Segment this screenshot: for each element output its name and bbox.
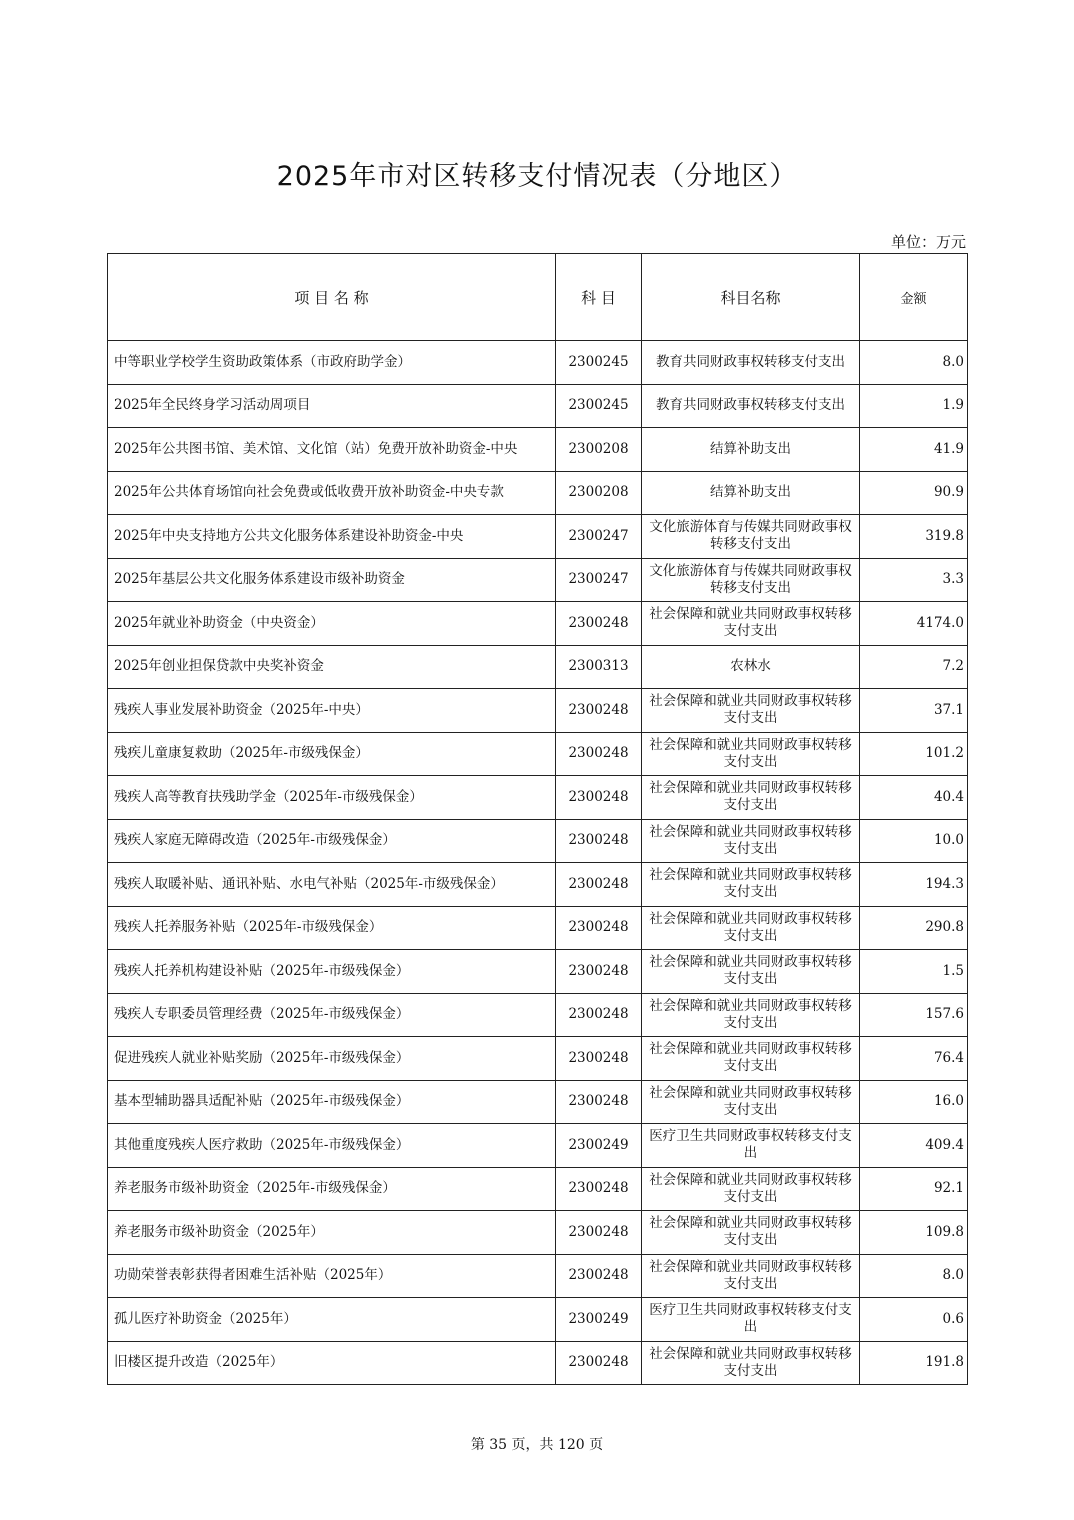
amount-cell: 1.9 bbox=[860, 384, 968, 428]
project-name-cell: 旧楼区提升改造（2025年） bbox=[108, 1341, 556, 1385]
table-row bbox=[108, 906, 968, 950]
subject-name-cell: 教育共同财政事权转移支付支出 bbox=[642, 341, 860, 385]
table-row bbox=[108, 471, 968, 515]
subject-code-cell: 2300248 bbox=[556, 993, 642, 1037]
project-name-cell: 孤儿医疗补助资金（2025年） bbox=[108, 1298, 556, 1342]
header-project-name: 项 目 名 称 bbox=[108, 254, 556, 341]
amount-cell: 290.8 bbox=[860, 906, 968, 950]
project-name-cell: 残疾人专职委员管理经费（2025年-市级残保金） bbox=[108, 993, 556, 1037]
subject-code-cell: 2300313 bbox=[556, 645, 642, 689]
amount-cell: 7.2 bbox=[860, 645, 968, 689]
table-row bbox=[108, 1167, 968, 1211]
header-subject-code: 科 目 bbox=[556, 254, 642, 341]
table-row bbox=[108, 645, 968, 689]
subject-code-cell: 2300248 bbox=[556, 776, 642, 820]
amount-cell: 101.2 bbox=[860, 732, 968, 776]
project-name-cell: 中等职业学校学生资助政策体系（市政府助学金） bbox=[108, 341, 556, 385]
subject-name-cell: 社会保障和就业共同财政事权转移支付支出 bbox=[642, 1037, 860, 1081]
subject-code-cell: 2300245 bbox=[556, 341, 642, 385]
amount-cell: 16.0 bbox=[860, 1080, 968, 1124]
subject-code-cell: 2300248 bbox=[556, 1037, 642, 1081]
subject-code-cell: 2300248 bbox=[556, 819, 642, 863]
subject-code-cell: 2300248 bbox=[556, 689, 642, 733]
amount-cell: 41.9 bbox=[860, 428, 968, 472]
subject-code-cell: 2300245 bbox=[556, 384, 642, 428]
amount-cell: 409.4 bbox=[860, 1124, 968, 1168]
table-body bbox=[108, 341, 968, 1385]
subject-code-cell: 2300247 bbox=[556, 515, 642, 559]
project-name-cell: 残疾人高等教育扶残助学金（2025年-市级残保金） bbox=[108, 776, 556, 820]
project-name-cell: 残疾人取暖补贴、通讯补贴、水电气补贴（2025年-市级残保金） bbox=[108, 863, 556, 907]
table-header-row bbox=[108, 254, 968, 341]
subject-name-cell: 社会保障和就业共同财政事权转移支付支出 bbox=[642, 1167, 860, 1211]
subject-code-cell: 2300247 bbox=[556, 558, 642, 602]
project-name-cell: 2025年创业担保贷款中央奖补资金 bbox=[108, 645, 556, 689]
subject-name-cell: 社会保障和就业共同财政事权转移支付支出 bbox=[642, 602, 860, 646]
subject-code-cell: 2300249 bbox=[556, 1124, 642, 1168]
subject-code-cell: 2300248 bbox=[556, 602, 642, 646]
project-name-cell: 残疾人托养服务补贴（2025年-市级残保金） bbox=[108, 906, 556, 950]
table-row bbox=[108, 384, 968, 428]
header-subject-name: 科目名称 bbox=[642, 254, 860, 341]
subject-name-cell: 文化旅游体育与传媒共同财政事权转移支付支出 bbox=[642, 558, 860, 602]
project-name-cell: 残疾人家庭无障碍改造（2025年-市级残保金） bbox=[108, 819, 556, 863]
table-row bbox=[108, 689, 968, 733]
table-row bbox=[108, 428, 968, 472]
subject-name-cell: 社会保障和就业共同财政事权转移支付支出 bbox=[642, 950, 860, 994]
project-name-cell: 养老服务市级补助资金（2025年） bbox=[108, 1211, 556, 1255]
table-row bbox=[108, 1124, 968, 1168]
table-row bbox=[108, 1211, 968, 1255]
subject-name-cell: 社会保障和就业共同财政事权转移支付支出 bbox=[642, 819, 860, 863]
subject-code-cell: 2300208 bbox=[556, 471, 642, 515]
project-name-cell: 残疾儿童康复救助（2025年-市级残保金） bbox=[108, 732, 556, 776]
amount-cell: 40.4 bbox=[860, 776, 968, 820]
subject-code-cell: 2300249 bbox=[556, 1298, 642, 1342]
subject-name-cell: 文化旅游体育与传媒共同财政事权转移支付支出 bbox=[642, 515, 860, 559]
table-row bbox=[108, 1254, 968, 1298]
subject-name-cell: 医疗卫生共同财政事权转移支付支出 bbox=[642, 1298, 860, 1342]
subject-code-cell: 2300248 bbox=[556, 1211, 642, 1255]
subject-name-cell: 社会保障和就业共同财政事权转移支付支出 bbox=[642, 689, 860, 733]
transfer-payment-table bbox=[107, 253, 968, 1385]
amount-cell: 0.6 bbox=[860, 1298, 968, 1342]
table-row bbox=[108, 732, 968, 776]
subject-name-cell: 社会保障和就业共同财政事权转移支付支出 bbox=[642, 993, 860, 1037]
amount-cell: 4174.0 bbox=[860, 602, 968, 646]
amount-cell: 92.1 bbox=[860, 1167, 968, 1211]
project-name-cell: 基本型辅助器具适配补贴（2025年-市级残保金） bbox=[108, 1080, 556, 1124]
subject-code-cell: 2300248 bbox=[556, 732, 642, 776]
subject-name-cell: 社会保障和就业共同财政事权转移支付支出 bbox=[642, 863, 860, 907]
table-row bbox=[108, 993, 968, 1037]
project-name-cell: 2025年全民终身学习活动周项目 bbox=[108, 384, 556, 428]
page-footer: 第 35 页，共 120 页 bbox=[470, 1437, 604, 1453]
table-row bbox=[108, 1080, 968, 1124]
table-row bbox=[108, 515, 968, 559]
subject-name-cell: 社会保障和就业共同财政事权转移支付支出 bbox=[642, 906, 860, 950]
subject-name-cell: 结算补助支出 bbox=[642, 471, 860, 515]
project-name-cell: 2025年公共体育场馆向社会免费或低收费开放补助资金-中央专款 bbox=[108, 471, 556, 515]
amount-cell: 10.0 bbox=[860, 819, 968, 863]
project-name-cell: 2025年公共图书馆、美术馆、文化馆（站）免费开放补助资金-中央 bbox=[108, 428, 556, 472]
header-amount: 金额 bbox=[860, 254, 968, 341]
subject-code-cell: 2300248 bbox=[556, 1080, 642, 1124]
amount-cell: 8.0 bbox=[860, 1254, 968, 1298]
subject-name-cell: 社会保障和就业共同财政事权转移支付支出 bbox=[642, 1211, 860, 1255]
amount-cell: 157.6 bbox=[860, 993, 968, 1037]
subject-code-cell: 2300208 bbox=[556, 428, 642, 472]
amount-cell: 319.8 bbox=[860, 515, 968, 559]
subject-name-cell: 社会保障和就业共同财政事权转移支付支出 bbox=[642, 776, 860, 820]
project-name-cell: 促进残疾人就业补贴奖励（2025年-市级残保金） bbox=[108, 1037, 556, 1081]
amount-cell: 76.4 bbox=[860, 1037, 968, 1081]
table-row bbox=[108, 863, 968, 907]
subject-name-cell: 结算补助支出 bbox=[642, 428, 860, 472]
subject-name-cell: 社会保障和就业共同财政事权转移支付支出 bbox=[642, 732, 860, 776]
subject-code-cell: 2300248 bbox=[556, 1167, 642, 1211]
project-name-cell: 功勋荣誉表彰获得者困难生活补贴（2025年） bbox=[108, 1254, 556, 1298]
subject-name-cell: 社会保障和就业共同财政事权转移支付支出 bbox=[642, 1341, 860, 1385]
table-row bbox=[108, 558, 968, 602]
amount-cell: 8.0 bbox=[860, 341, 968, 385]
table-row bbox=[108, 950, 968, 994]
project-name-cell: 2025年中央支持地方公共文化服务体系建设补助资金-中央 bbox=[108, 515, 556, 559]
subject-code-cell: 2300248 bbox=[556, 1341, 642, 1385]
project-name-cell: 2025年就业补助资金（中央资金） bbox=[108, 602, 556, 646]
amount-cell: 194.3 bbox=[860, 863, 968, 907]
table-row bbox=[108, 602, 968, 646]
subject-name-cell: 社会保障和就业共同财政事权转移支付支出 bbox=[642, 1254, 860, 1298]
subject-code-cell: 2300248 bbox=[556, 1254, 642, 1298]
unit-label: 单位：万元 bbox=[890, 233, 966, 251]
project-name-cell: 2025年基层公共文化服务体系建设市级补助资金 bbox=[108, 558, 556, 602]
amount-cell: 1.5 bbox=[860, 950, 968, 994]
project-name-cell: 残疾人托养机构建设补贴（2025年-市级残保金） bbox=[108, 950, 556, 994]
project-name-cell: 其他重度残疾人医疗救助（2025年-市级残保金） bbox=[108, 1124, 556, 1168]
subject-name-cell: 社会保障和就业共同财政事权转移支付支出 bbox=[642, 1080, 860, 1124]
amount-cell: 90.9 bbox=[860, 471, 968, 515]
table-row bbox=[108, 341, 968, 385]
project-name-cell: 养老服务市级补助资金（2025年-市级残保金） bbox=[108, 1167, 556, 1211]
subject-code-cell: 2300248 bbox=[556, 863, 642, 907]
subject-name-cell: 医疗卫生共同财政事权转移支付支出 bbox=[642, 1124, 860, 1168]
amount-cell: 191.8 bbox=[860, 1341, 968, 1385]
amount-cell: 37.1 bbox=[860, 689, 968, 733]
subject-name-cell: 教育共同财政事权转移支付支出 bbox=[642, 384, 860, 428]
page-title: 2025年市对区转移支付情况表（分地区） bbox=[276, 161, 798, 192]
table-row bbox=[108, 776, 968, 820]
project-name-cell: 残疾人事业发展补助资金（2025年-中央） bbox=[108, 689, 556, 733]
table-row bbox=[108, 1341, 968, 1385]
subject-code-cell: 2300248 bbox=[556, 906, 642, 950]
table-row bbox=[108, 1037, 968, 1081]
amount-cell: 3.3 bbox=[860, 558, 968, 602]
table-row bbox=[108, 819, 968, 863]
amount-cell: 109.8 bbox=[860, 1211, 968, 1255]
table-row bbox=[108, 1298, 968, 1342]
subject-name-cell: 农林水 bbox=[642, 645, 860, 689]
subject-code-cell: 2300248 bbox=[556, 950, 642, 994]
